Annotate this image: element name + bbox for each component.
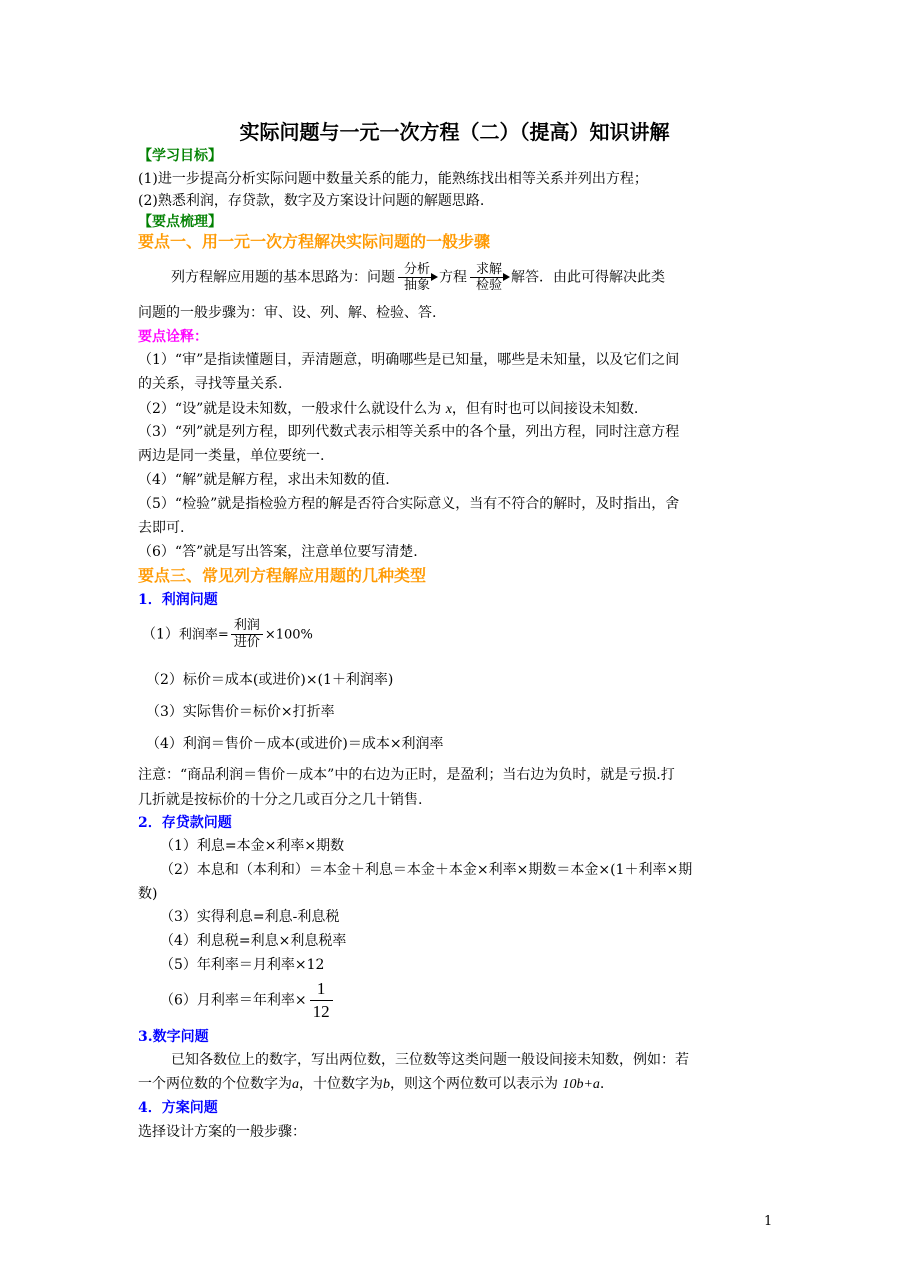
arrow-bottom-label: 抽象 (398, 277, 436, 293)
profit-formula-4: （4）利润＝售价－成本(或进价)＝成本×利润率 (146, 736, 444, 752)
page-title: 实际问题与一元一次方程（二）（提高）知识讲解 (239, 120, 670, 144)
para-text: ，则这个两位数可以表示为 (390, 1076, 558, 1092)
note-line (138, 399, 638, 420)
points-header: 【要点梳理】 (138, 214, 222, 230)
flow-line-2: 问题的一般步骤为：审、设、列、解、检验、答. (138, 305, 437, 321)
flow-mid: 方程 (439, 269, 468, 286)
goal-item-1: (1)进一步提高分析实际问题中数量关系的能力，能熟练找出相等关系并列出方程； (138, 171, 648, 187)
arrow-solve (470, 262, 508, 293)
deposit-formula-2: （2）本息和（本利和）＝本金＋利息＝本金＋本金×利率×期数＝本金×(1＋利率×期 (160, 862, 693, 878)
goals-header: 【学习目标】 (138, 148, 222, 164)
flow-suffix: 解答．由此可得解决此类 (511, 269, 666, 286)
note-line: 两边是同一类量，单位要统一. (138, 448, 325, 464)
formula-lhs: 利润率= (178, 627, 229, 643)
fraction-numerator: 利润 (233, 618, 260, 633)
digits-heading: 3.数字问题 (138, 1029, 209, 1045)
one-twelfth-fraction (310, 978, 333, 1023)
page-number: 1 (764, 1214, 773, 1229)
digits-paragraph-2 (138, 1074, 604, 1095)
arrow-analyze (398, 262, 436, 293)
para-text: . (599, 1076, 605, 1092)
para-text: 一个两位数的个位数字为 (138, 1076, 292, 1092)
expression: 10b+a (562, 1077, 600, 1092)
section-heading-3: 要点三、常见列方程解应用题的几种类型 (138, 566, 427, 585)
formula-label: （1） (142, 626, 179, 643)
deposit-formula-5: （5）年利率＝月利率×12 (160, 957, 325, 973)
formula-text: （6）月利率＝年利率× (160, 992, 307, 1009)
deposit-heading: 2．存贷款问题 (138, 815, 232, 831)
para-text: ，十位数字为 (299, 1076, 383, 1092)
profit-heading: 1．利润问题 (138, 592, 218, 608)
flow-line (171, 262, 665, 293)
note-line: （5）“检验”就是指检验方程的解是否符合实际意义，当有不符合的解时，及时指出，舍 (138, 496, 680, 512)
arrow-top-label: 分析 (404, 262, 431, 277)
note-text: ，但有时也可以间接设未知数. (451, 401, 639, 417)
deposit-formula-1: （1）利息=本金×利率×期数 (160, 838, 345, 854)
variable-x: x (445, 402, 452, 417)
note-line: 去即可. (138, 520, 185, 536)
profit-note: 注意：“商品利润＝售价－成本”中的右边为正时，是盈利；当右边为负时，就是亏损.打 (138, 767, 675, 783)
digits-paragraph: 已知各数位上的数字，写出两位数，三位数等这类问题一般设间接未知数，例如：若 (171, 1052, 689, 1068)
deposit-formula-2-cont: 数) (138, 886, 158, 902)
profit-fraction (231, 618, 263, 651)
arrow-bottom-label: 检验 (470, 277, 508, 293)
profit-formula-1 (142, 618, 313, 651)
section-heading-1: 要点一、用一元一次方程解决实际问题的一般步骤 (138, 232, 491, 251)
deposit-formula-3: （3）实得利息=利息-利息税 (160, 909, 340, 925)
goal-item-2: (2)熟悉利润，存贷款，数字及方案设计问题的解题思路. (138, 193, 485, 209)
deposit-formula-4: （4）利息税=利息×利息税率 (160, 933, 347, 949)
profit-note: 几折就是按标价的十分之几或百分之几十销售. (138, 792, 423, 808)
note-line: （3）“列”就是列方程，即列代数式表示相等关系中的各个量，列出方程，同时注意方程 (138, 424, 680, 440)
deposit-formula-6 (160, 978, 333, 1023)
fraction-denominator: 12 (310, 1000, 333, 1023)
profit-formula-3: （3）实际售价＝标价×打折率 (146, 704, 335, 720)
formula-rhs: ×100% (264, 627, 313, 643)
note-text: （2）“设”就是设未知数，一般求什么就设什么为 (138, 401, 442, 417)
note-line: 的关系，寻找等量关系. (138, 376, 283, 392)
fraction-numerator: 1 (316, 979, 326, 998)
variable-b: b (383, 1077, 390, 1092)
note-label: 要点诠释： (138, 329, 208, 345)
plan-paragraph: 选择设计方案的一般步骤： (138, 1124, 306, 1140)
profit-formula-2: （2）标价＝成本(或进价)×(1＋利润率) (146, 672, 394, 688)
variable-a: a (292, 1077, 299, 1092)
note-line: （4）“解”就是解方程，求出未知数的值. (138, 472, 390, 488)
arrow-top-label: 求解 (476, 262, 503, 277)
fraction-denominator: 进价 (231, 634, 263, 651)
flow-prefix: 列方程解应用题的基本思路为：问题 (171, 269, 395, 286)
plan-heading: 4．方案问题 (138, 1100, 218, 1116)
note-line: （6）“答”就是写出答案，注意单位要写清楚. (138, 544, 418, 560)
note-line: （1）“审”是指读懂题目，弄清题意，明确哪些是已知量，哪些是未知量，以及它们之间 (138, 352, 680, 368)
